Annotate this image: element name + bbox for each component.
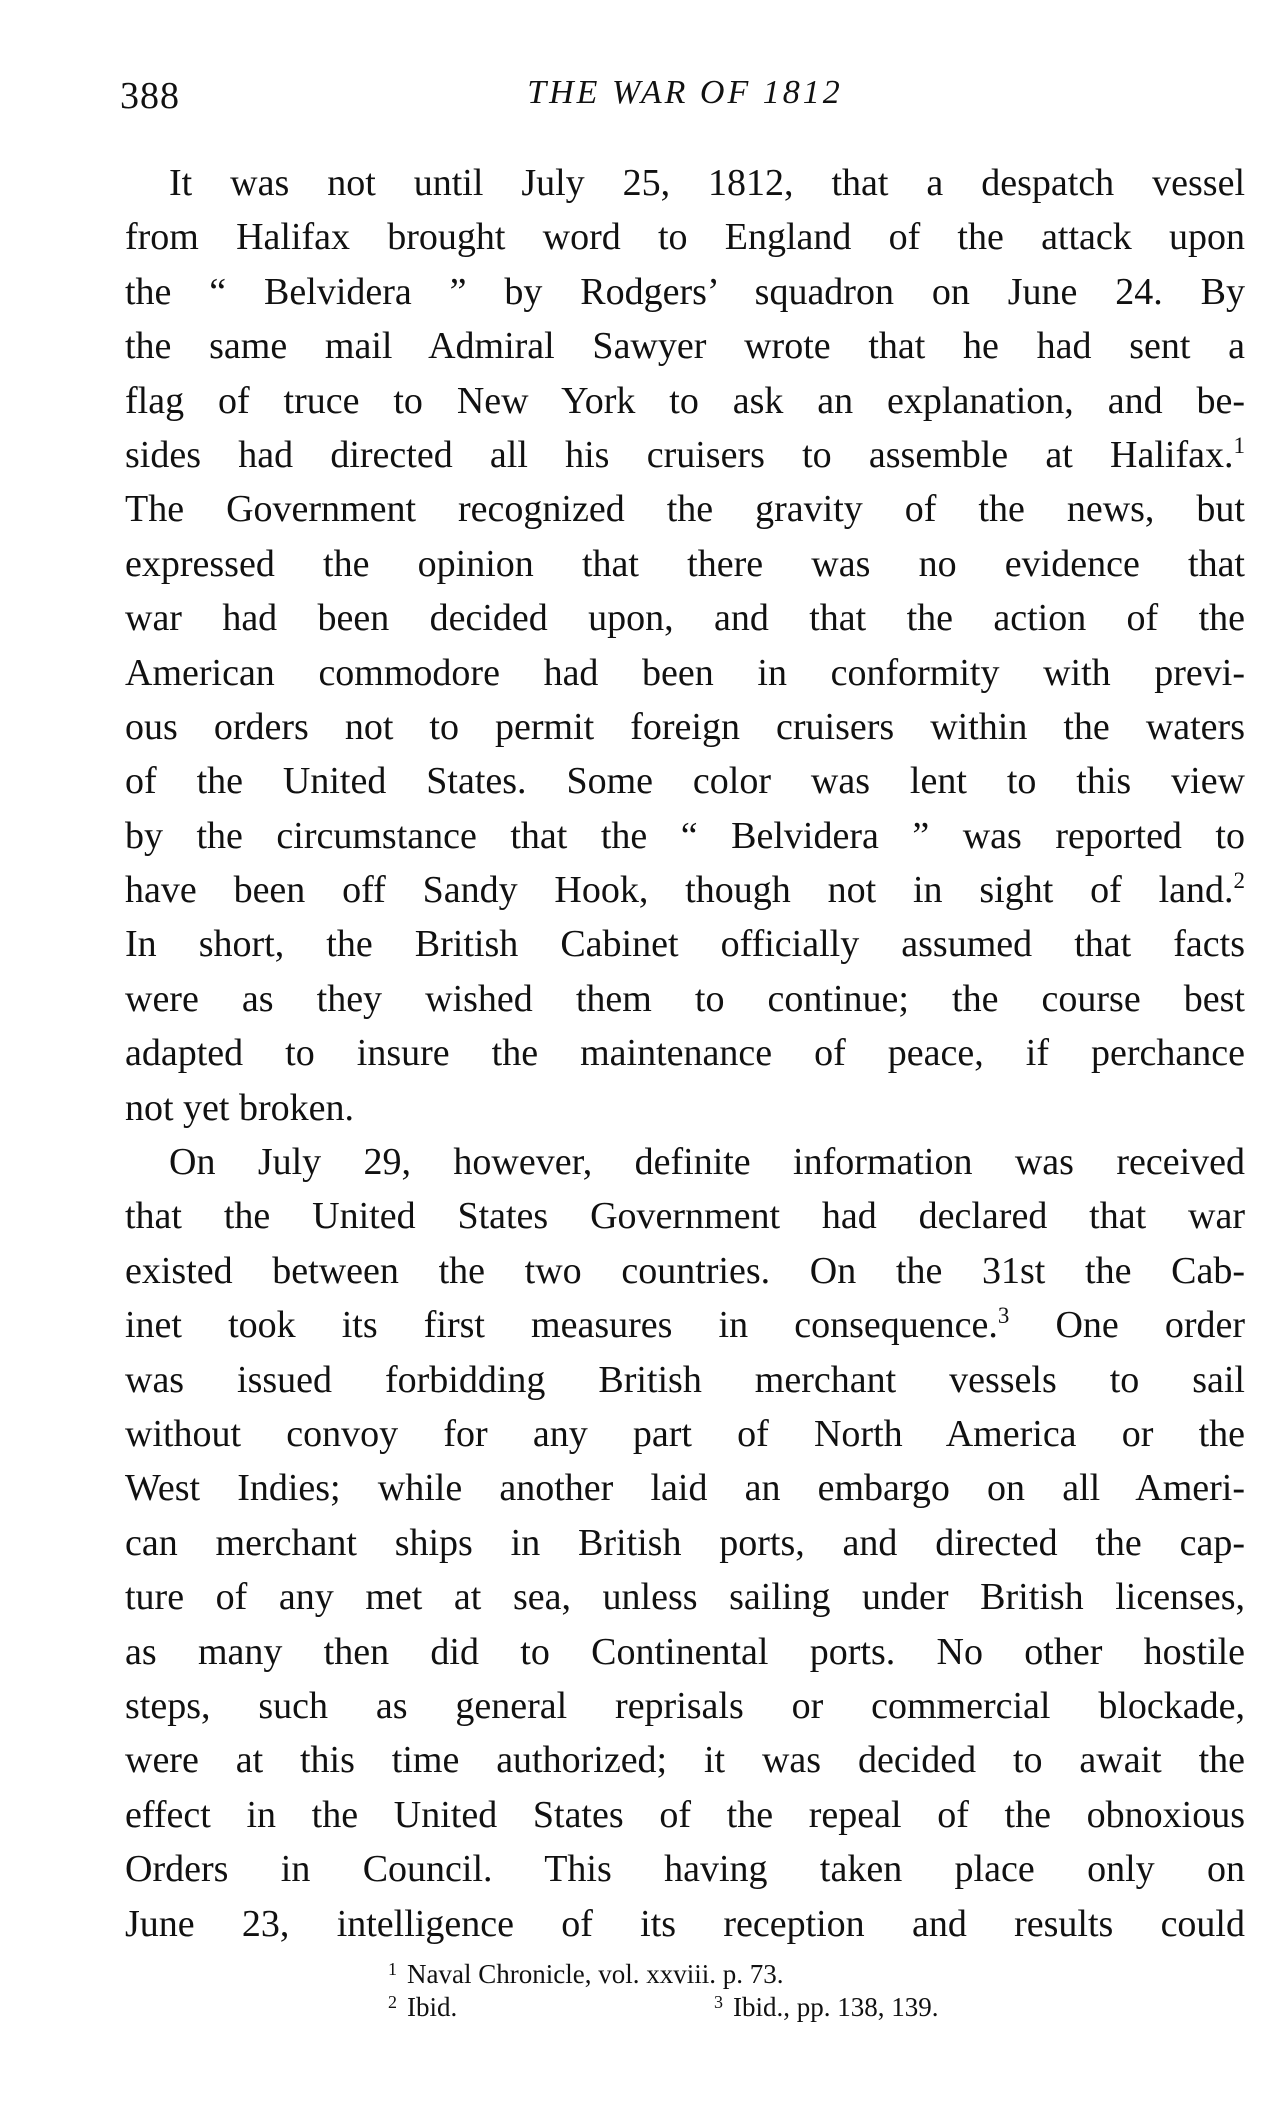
text-line: can merchant ships in British ports, and directed the cap- [125, 1521, 1245, 1564]
text-line: were at this time authorized; it was decided to await the [125, 1739, 1245, 1782]
text-line [125, 863, 1245, 917]
footnote-reference: 2 [1233, 868, 1245, 894]
text-line: without convoy for any part of North America or the [125, 1412, 1245, 1455]
text-line: effect in the United States of the repeal of the obnoxious [125, 1793, 1245, 1836]
text-line: steps, such as general reprisals or commercial blockade, [125, 1684, 1245, 1727]
text-line: by the circumstance that the “ Belvidera ” was reported to [125, 814, 1245, 857]
text-line: The Government recognized the gravity of the news, but [125, 488, 1245, 531]
text-line: was issued forbidding British merchant vessels to sail [125, 1358, 1245, 1401]
footnote-reference: 3 [997, 1303, 1010, 1329]
page-header [120, 74, 1250, 124]
footnote-text: Ibid. [407, 1992, 458, 2022]
text-line: war had been decided upon, and that the action of the [125, 597, 1245, 640]
text-line: On July 29, however, definite information was received [169, 1141, 1245, 1184]
page-number: 388 [120, 75, 180, 117]
text-line [125, 428, 1245, 482]
footnote-3 [714, 1986, 939, 2024]
text-line: as many then did to Continental ports. No other hostile [125, 1630, 1245, 1673]
footnote-mark: 3 [714, 1992, 723, 2012]
footnote-1 [388, 1953, 1028, 1989]
text-line-content: have been off Sandy Hook, though not in sight of land. [125, 869, 1234, 912]
text-line: ture of any met at sea, unless sailing under British licenses, [125, 1576, 1245, 1619]
footnote-mark: 1 [388, 1959, 397, 1979]
running-head: THE WAR OF 1812 [527, 74, 843, 111]
text-line: expressed the opinion that there was no evidence that [125, 542, 1245, 585]
text-line: not yet broken. [125, 1086, 355, 1129]
footnotes [388, 1953, 1028, 2022]
text-line: existed between the two countries. On the 31st the Cab- [125, 1249, 1245, 1292]
footnote-text: Ibid., pp. 138, 139. [733, 1992, 939, 2022]
footnote-reference: 1 [1233, 432, 1245, 458]
text-line: Orders in Council. This having taken place only on [125, 1848, 1245, 1891]
text-line: from Halifax brought word to England of the attack upon [125, 216, 1245, 259]
text-line: ous orders not to permit foreign cruisers within the waters [125, 705, 1245, 748]
text-line: the “ Belvidera ” by Rodgers’ squadron on June 24. By [125, 270, 1245, 313]
text-line: of the United States. Some color was lent to this view [125, 760, 1245, 803]
text-line: flag of truce to New York to ask an explanation, and be- [125, 379, 1245, 422]
body-text [125, 156, 1245, 1951]
text-line: West Indies; while another laid an embargo on all Ameri- [125, 1467, 1245, 1510]
footnote-2 [388, 1992, 457, 2022]
text-line: It was not until July 25, 1812, that a despatch vessel [169, 162, 1245, 204]
text-line [125, 1298, 1245, 1352]
text-line: were as they wished them to continue; the course best [125, 977, 1245, 1020]
text-line: June 23, intelligence of its reception and results could [125, 1902, 1245, 1945]
footnote-mark: 2 [388, 1992, 397, 2012]
text-line: In short, the British Cabinet officially assumed that facts [125, 923, 1245, 966]
text-line: the same mail Admiral Sawyer wrote that he had sent a [125, 325, 1245, 368]
footnote-text: Naval Chronicle, vol. xxviii. p. 73. [407, 1959, 784, 1989]
text-line: adapted to insure the maintenance of peace, if perchance [125, 1032, 1245, 1075]
text-line-content: sides had directed all his cruisers to assemble at Halifax. [125, 433, 1234, 476]
text-line-content: One order [1055, 1304, 1246, 1347]
footnote-row [388, 1986, 1028, 2022]
text-line: American commodore had been in conformity with previ- [125, 651, 1245, 694]
text-line: that the United States Government had declared that war [125, 1195, 1245, 1238]
text-line-content: inet took its first measures in consequence. [125, 1304, 998, 1347]
